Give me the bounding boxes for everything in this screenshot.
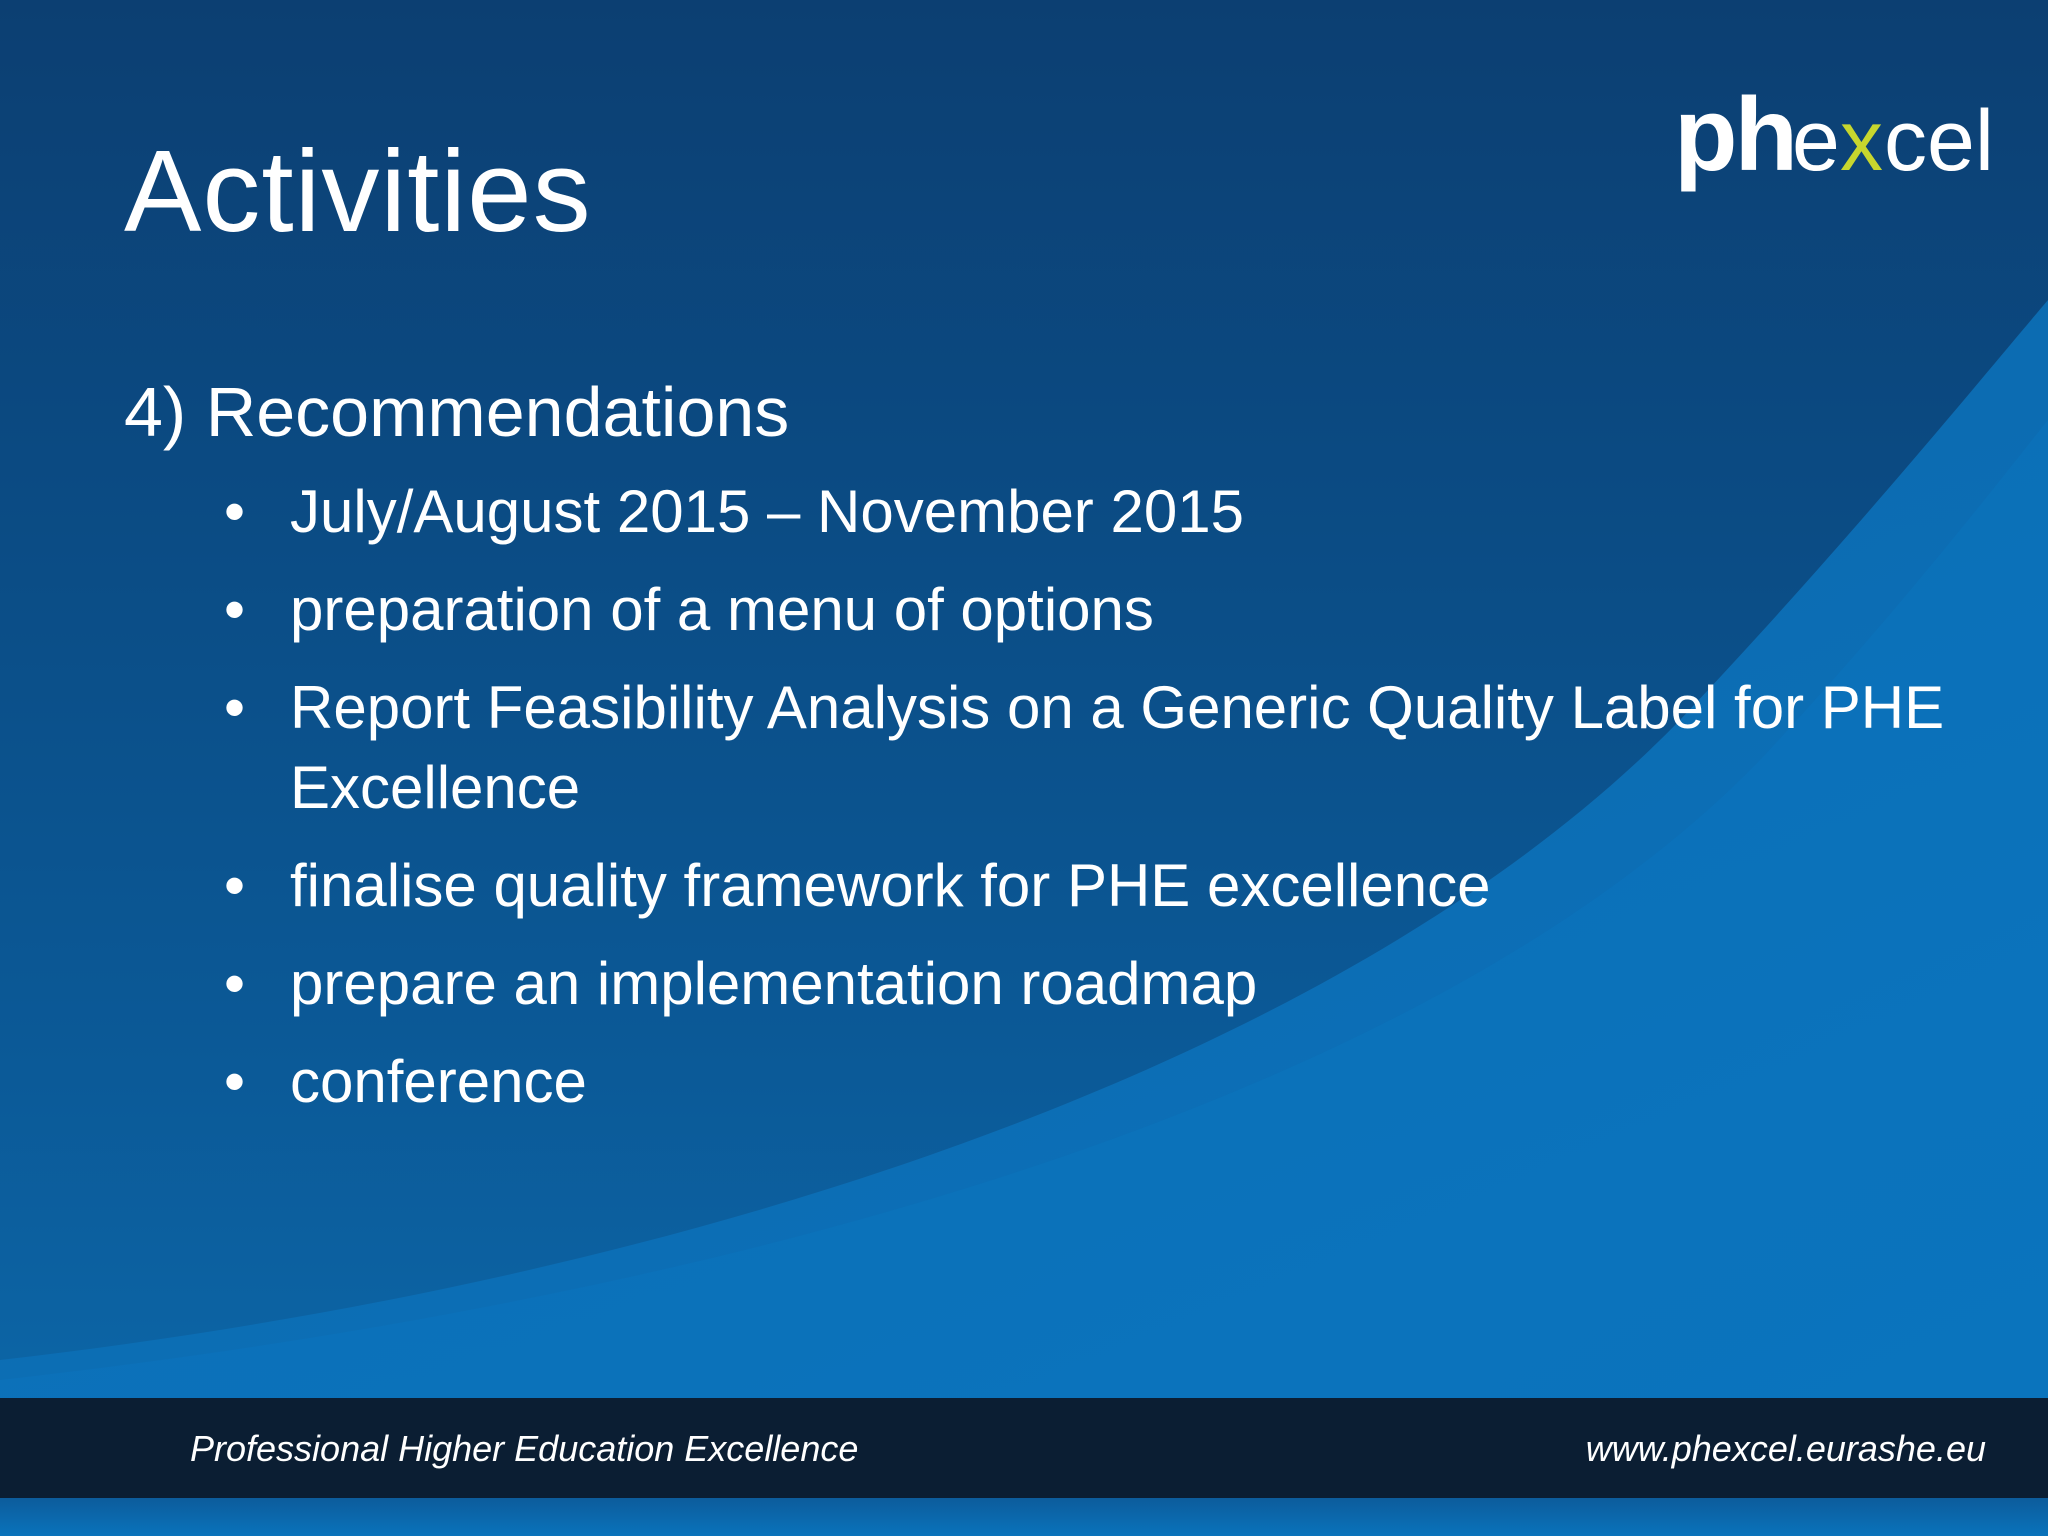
bullet-item (124, 472, 1954, 552)
bullet-glyph: • (224, 478, 246, 545)
logo-text-x: x (1840, 93, 1883, 189)
bullet-glyph: • (224, 852, 246, 919)
bullet-item (124, 668, 1954, 828)
bullet-text: Report Feasibility Analysis on a Generic Quality Label for PHE Excellence (290, 674, 1945, 821)
bullet-glyph: • (224, 576, 246, 643)
bullet-text: prepare an implementation roadmap (290, 950, 1258, 1017)
slide-title: Activities (124, 126, 592, 256)
slide-body (124, 370, 1954, 1140)
bullet-list (124, 472, 1954, 1122)
footer-bar (0, 1398, 2048, 1498)
bullet-item (124, 570, 1954, 650)
bullet-glyph: • (224, 674, 246, 741)
bullet-text: preparation of a menu of options (290, 576, 1154, 643)
bullet-item (124, 846, 1954, 926)
bullet-item (124, 1042, 1954, 1122)
bullet-text: July/August 2015 – November 2015 (290, 478, 1244, 545)
footer-tagline: Professional Higher Education Excellence (190, 1428, 859, 1469)
phexcel-logo (1670, 70, 2010, 210)
section-heading: 4) Recommendations (124, 373, 790, 451)
bottom-strip (0, 1498, 2048, 1536)
logo-text-cel: cel (1884, 93, 1994, 189)
bullet-item (124, 944, 1954, 1024)
footer-url: www.phexcel.eurashe.eu (1585, 1428, 1986, 1469)
bullet-text: conference (290, 1048, 587, 1115)
logo-text-ph: ph (1674, 77, 1796, 193)
logo-text-e: e (1792, 93, 1840, 189)
bullet-text: finalise quality framework for PHE excellence (290, 852, 1491, 919)
bullet-glyph: • (224, 1048, 246, 1115)
bullet-glyph: • (224, 950, 246, 1017)
